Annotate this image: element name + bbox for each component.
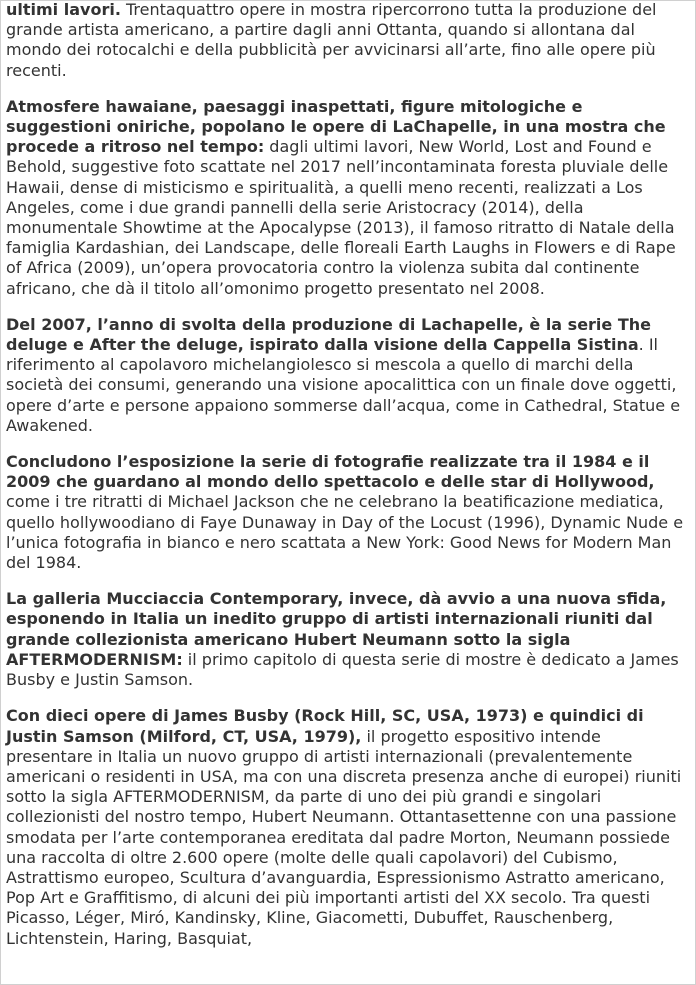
paragraph-hollywood bbox=[6, 452, 691, 573]
paragraph-lead: Del 2007, l’anno di svolta della produzione di Lachapelle, è la serie The deluge e After the deluge, ispirato dalla visione della Cappella Sistina bbox=[6, 314, 651, 355]
paragraph-text: il primo capitolo di questa serie di mostre è dedicato a James Busby e Justin Samson. bbox=[6, 649, 679, 690]
paragraph-lead: La galleria Mucciaccia Contemporary, invece, dà avvio a una nuova sfida, esponendo in Italia un inedito gruppo di artisti internazionali riuniti dal grande collezionista americano Hubert Neumann sotto la sigla AFTERMODERNISM: bbox=[6, 589, 667, 669]
paragraph-text: il progetto espositivo intende presentare in Italia un nuovo gruppo di artisti internazionali (prevalentemente americani o residenti in USA, ma con una discreta presenza anche di europei) riuniti sotto la sigla AFTERMODERNISM, da parte di uno dei più grandi e singolari collezionisti del nostro tempo, Hubert Neumann. Ottantasettenne con una passione smodata per l’arte contemporanea ereditata dal padre Morton, Neumann possiede una raccolta di oltre 2.600 opere (molte delle quali capolavori) del Cubismo, Astrattismo europeo, Scultura d’avanguardia, Espressionismo Astratto americano, Pop Art e Graffitismo, di alcuni dei più importanti artisti del XX secolo. Tra questi Picasso, Léger, Miró, Kandinsky, Kline, Giacometti, Dubuffet, Rauschenberg, Lichtenstein, Haring, Basquiat, bbox=[6, 726, 682, 948]
paragraph-lead: ultimi lavori. bbox=[6, 0, 121, 19]
paragraph-intro bbox=[6, 0, 691, 81]
paragraph-deluge bbox=[6, 315, 691, 436]
article-body bbox=[6, 0, 691, 965]
paragraph-text: . Il riferimento al capolavoro michelangiolesco si mescola a quello di marchi della società dei consumi, generando una visione apocalittica con un finale dove oggetti, opere d’arte e persone appaiono sommerse dall’acqua, come in Cathedral, Statue e Awakened. bbox=[6, 335, 681, 435]
paragraph-text: come i tre ritratti di Michael Jackson che ne celebrano la beatificazione mediatica, quello hollywoodiano di Faye Dunaway in Day of the Locust (1996), Dynamic Nude e l’unica fotografia in bianco e nero scattata a New York: Good News for Modern Man del 1984. bbox=[6, 492, 684, 573]
paragraph-lead: Atmosfere hawaiane, paesaggi inaspettati, figure mitologiche e suggestioni oniriche, popolano le opere di LaChapelle, in una mostra che procede a ritroso nel tempo: bbox=[6, 96, 666, 157]
paragraph-mucciaccia bbox=[6, 589, 691, 690]
paragraph-lead: Concludono l’esposizione la serie di fotografie realizzate tra il 1984 e il 2009 che guardano al mondo dello spettacolo e delle star di Hollywood, bbox=[6, 452, 655, 492]
paragraph-hawaii bbox=[6, 97, 691, 299]
paragraph-text: Trentaquattro opere in mostra ripercorrono tutta la produzione del grande artista americano, a partire dagli anni Ottanta, quando si allontana dal mondo dei rotocalchi e della pubblicità per avvicinarsi all’arte, fino alle opere più recenti. bbox=[6, 0, 657, 80]
paragraph-lead: Con dieci opere di James Busby (Rock Hill, SC, USA, 1973) e quindici di Justin Samson (Milford, CT, USA, 1979), bbox=[6, 706, 644, 746]
paragraph-busby-samson bbox=[6, 706, 691, 948]
paragraph-text: dagli ultimi lavori, New World, Lost and Found e Behold, suggestive foto scattate nel 2017 nell’incontaminata foresta pluviale delle Hawaii, dense di misticismo e spiritualità, a quelli meno recenti, realizzati a Los Angeles, come i due grandi pannelli della serie Aristocracy (2014), della monumentale Showtime at the Apocalypse (2013), il famoso ritratto di Natale della famiglia Kardashian, dei Landscape, delle floreali Earth Laughs in Flowers e di Rape of Africa (2009), un’opera provocatoria contro la violenza subita dal continente africano, che dà il titolo all’omonimo progetto presentato nel 2008. bbox=[6, 137, 676, 298]
